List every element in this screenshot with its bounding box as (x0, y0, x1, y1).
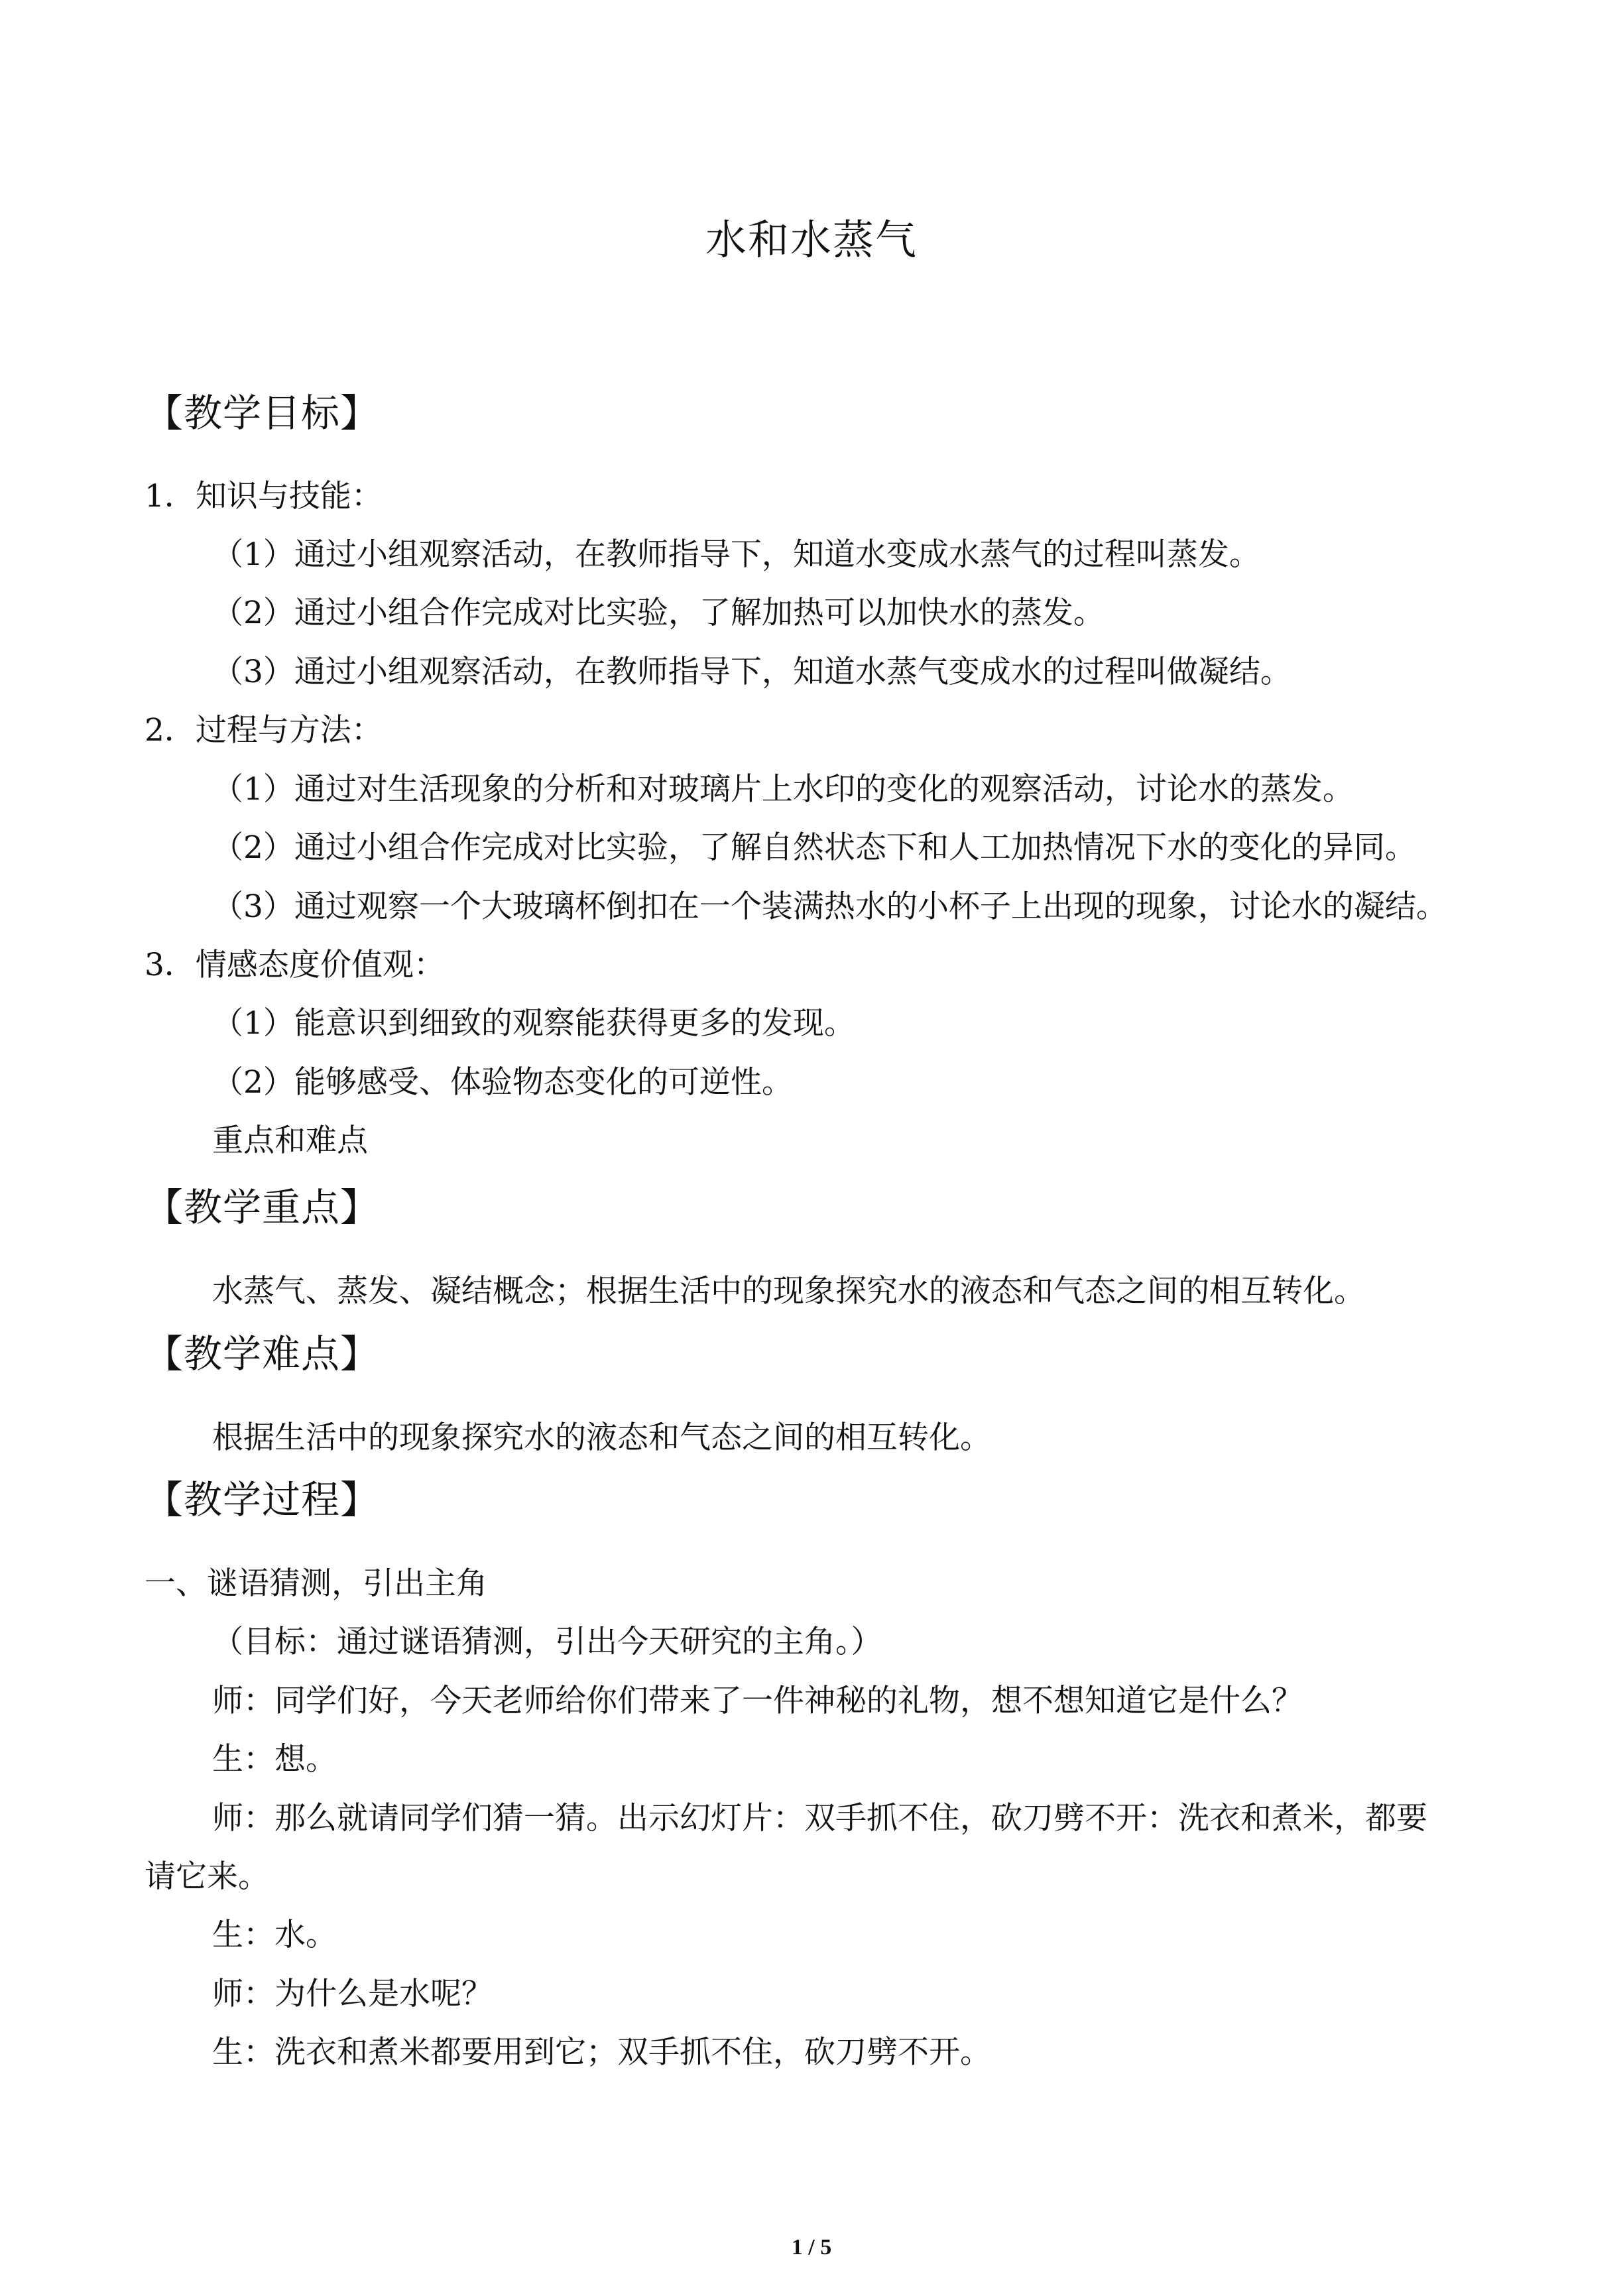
difficulties-text: 根据生活中的现象探究水的液态和气态之间的相互转化。 (212, 1420, 991, 1456)
dialogue-line: 生：水。 (212, 1917, 337, 1953)
objective-knowledge-title: 1．知识与技能： (145, 478, 383, 514)
dialogue-line: 师：为什么是水呢？ (212, 1976, 493, 2012)
heading-teaching-process: 【教学过程】 (145, 1477, 380, 1522)
process-section-goal: （目标：通过谜语猜测，引出今天研究的主角。） (212, 1624, 882, 1660)
process-item: （2）通过小组合作完成对比实验，了解自然状态下和人工加热情况下水的变化的异同。 (212, 829, 1416, 866)
key-points-text: 水蒸气、蒸发、凝结概念；根据生活中的现象探究水的液态和气态之间的相互转化。 (212, 1273, 1365, 1309)
objective-process-title: 2．过程与方法： (145, 712, 383, 749)
dialogue-line: 生：想。 (212, 1741, 337, 1778)
heading-teaching-objectives: 【教学目标】 (145, 391, 380, 436)
dialogue-line: 师：同学们好，今天老师给你们带来了一件神秘的礼物，想不想知道它是什么？ (212, 1683, 1303, 1719)
heading-teaching-key-points: 【教学重点】 (145, 1185, 380, 1230)
process-section-title: 一、谜语猜测，引出主角 (145, 1565, 487, 1602)
process-item: （3）通过观察一个大玻璃杯倒扣在一个装满热水的小杯子上出现的现象，讨论水的凝结。 (212, 888, 1447, 925)
knowledge-item: （2）通过小组合作完成对比实验，了解加热可以加快水的蒸发。 (212, 595, 1105, 631)
attitude-item: （1）能意识到细致的观察能获得更多的发现。 (212, 1005, 855, 1042)
knowledge-item: （1）通过小组观察活动，在教师指导下，知道水变成水蒸气的过程叫蒸发。 (212, 536, 1260, 573)
dialogue-line: 师：那么就请同学们猜一猜。出示幻灯片：双手抓不住，砍刀劈不开：洗衣和煮米，都要 (212, 1800, 1427, 1837)
heading-teaching-difficulties: 【教学难点】 (145, 1331, 380, 1376)
attitude-item: （2）能够感受、体验物态变化的可逆性。 (212, 1064, 793, 1101)
key-and-difficult-subheading: 重点和难点 (212, 1122, 368, 1159)
dialogue-line: 生：洗衣和煮米都要用到它；双手抓不住，砍刀劈不开。 (212, 2034, 991, 2071)
knowledge-item: （3）通过小组观察活动，在教师指导下，知道水蒸气变成水的过程叫做凝结。 (212, 654, 1292, 690)
page-number: 1 / 5 (791, 2235, 832, 2260)
dialogue-line-continuation: 请它来。 (145, 1858, 269, 1895)
process-item: （1）通过对生活现象的分析和对玻璃片上水印的变化的观察活动，讨论水的蒸发。 (212, 771, 1354, 808)
objective-attitude-title: 3．情感态度价值观： (145, 947, 445, 983)
document-title: 水和水蒸气 (705, 215, 918, 264)
